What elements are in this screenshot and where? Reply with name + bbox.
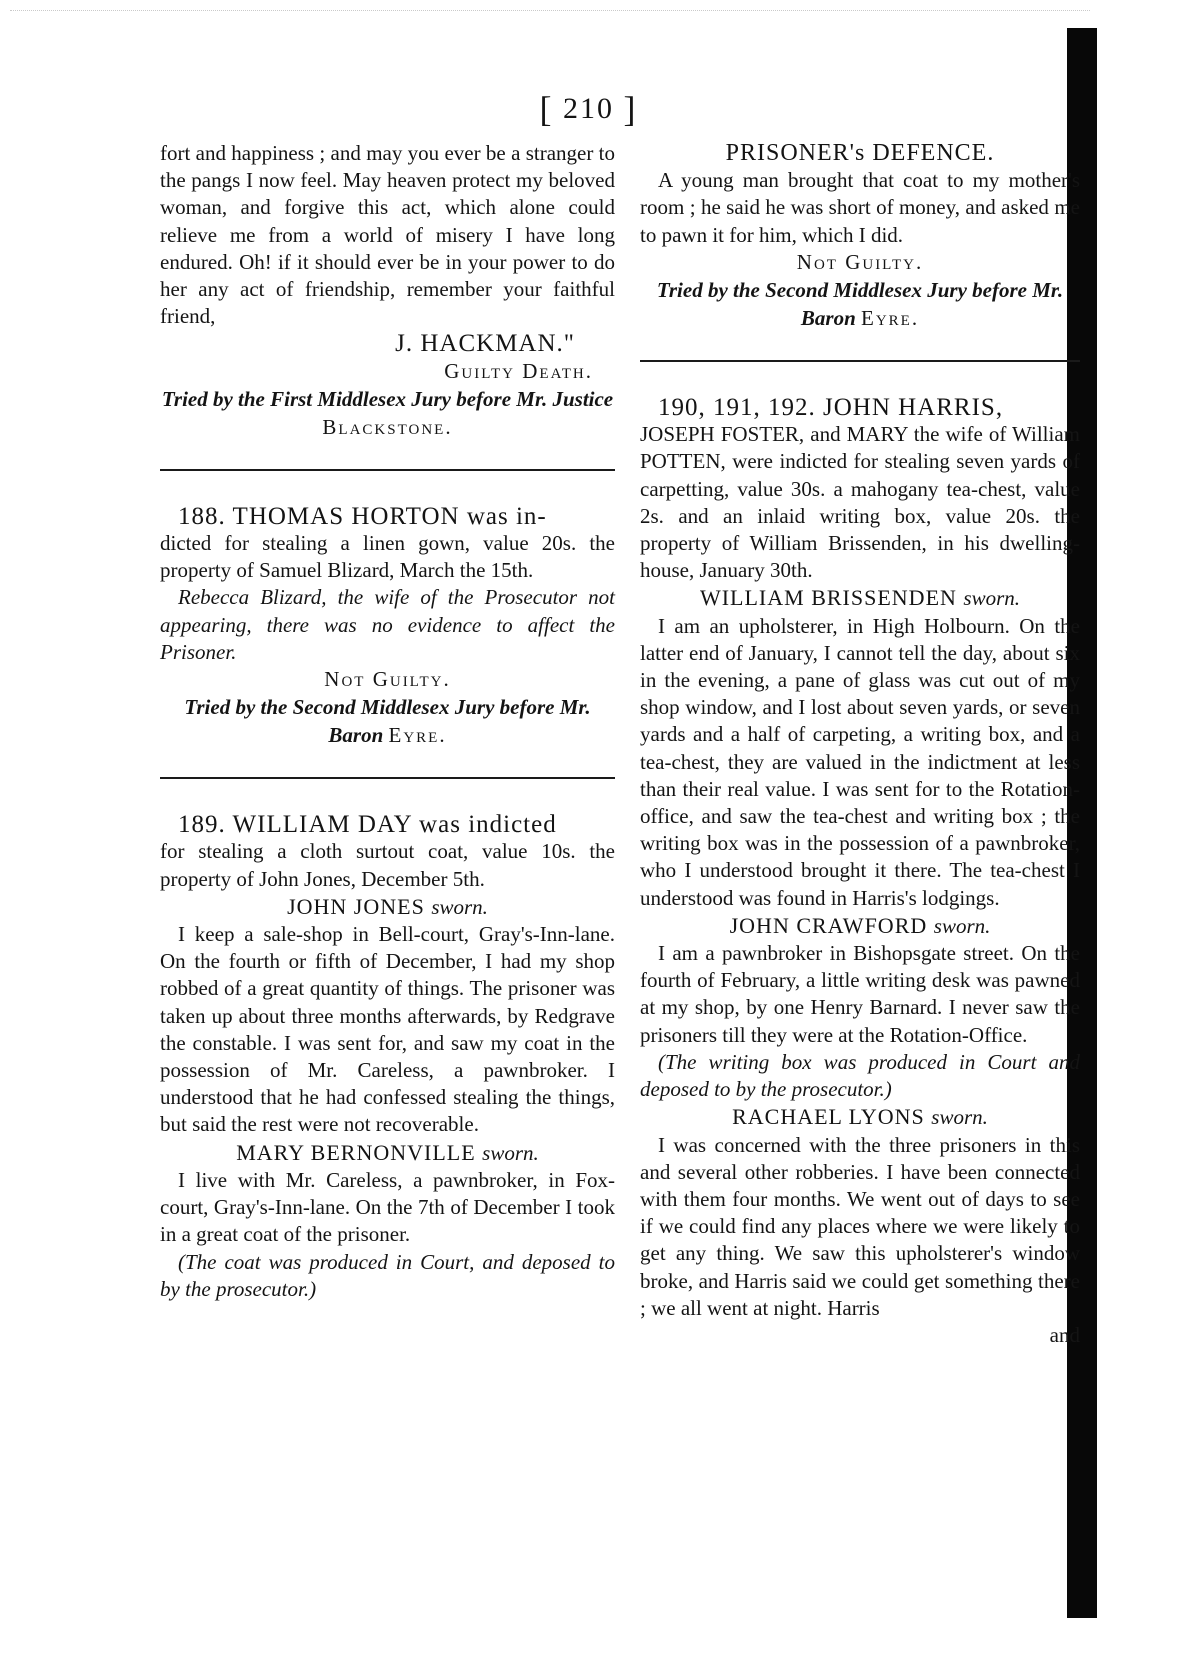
case-heading: 188. THOMAS HORTON was in-	[178, 502, 547, 530]
judge-name: Eyre.	[388, 723, 447, 748]
witness-heading: MARY BERNONVILLE sworn.	[236, 1139, 539, 1165]
witness-heading: RACHAEL LYONS sworn.	[732, 1104, 988, 1130]
case-body: for stealing a cloth surtout coat, value 10s. the property of John Jones, December 5th.	[160, 839, 615, 891]
witness-testimony: I am an upholsterer, in High Holbourn. On the latter end of January, I cannot tell the day, about six in the evening, a pane of glass was cut out of my shop window, and I lost about seven yards, or seven yards and a half of carpeting, a writing box, and a tea-chest, they are valued in the indictment at less than their real value. I was sent for to the Rotation-office, and saw the tea-chest and writing box ; the writing box was in the possession of a pawnbroker, who I understood brought it there. The tea-chest I understood was found in Harris's lodgings.	[640, 613, 1080, 910]
witness-testimony: I am a pawnbroker in Bishopsgate street. On the fourth of February, a little writing desk was pawned at my shop, by one Henry Barnard. I never saw the prisoners till they were at the Rotation-Office.	[640, 941, 1080, 1047]
defence-text: A young man brought that coat to my mother's room ; he said he was short of money, and asked me to pawn it for him, which I did.	[640, 168, 1080, 247]
judge-name: Eyre.	[861, 306, 920, 331]
case-190-192	[640, 394, 1080, 1349]
left-column	[160, 140, 615, 1303]
defence-title: PRISONER's DEFENCE.	[725, 140, 995, 166]
page-number: 210	[563, 92, 614, 125]
page-header	[0, 88, 1177, 130]
right-bracket: ]	[623, 89, 638, 129]
witness-testimony: I keep a sale-shop in Bell-court, Gray's-Inn-lane. On the fourth or fifth of December, I had my shop robbed of a great quantity of things. The prisoner was taken up about three months afterwards, by Redgrave the constable. I was sent for, and saw my coat in the possession of Mr. Careless, a pawnbroker. I understood that he had confessed stealing the things, but said the rest were not recoverable.	[160, 922, 615, 1137]
letter-signature: J. HACKMAN."	[395, 330, 575, 358]
witness-heading: JOHN CRAWFORD sworn.	[729, 912, 991, 938]
witness-heading: WILLIAM BRISSENDEN sworn.	[699, 585, 1021, 611]
section-rule	[160, 777, 615, 779]
witness-testimony: I live with Mr. Careless, a pawnbroker, in Fox-court, Gray's-Inn-lane. On the 7th of December I took in a great coat of the prisoner.	[160, 1167, 615, 1247]
judge-name: Blackstone.	[322, 414, 453, 439]
case-heading: 190, 191, 192. JOHN HARRIS,	[658, 394, 1004, 422]
letter-continuation: fort and happiness ; and may you ever be a stranger to the pangs I now feel. May heaven protect my beloved woman, and forgive this act, which alone could relieve me from a world of misery I have long endured. Oh! if it should ever be in your power to do her any act of friendship, remember your faithful friend,	[160, 141, 615, 329]
catchword: and	[1049, 1322, 1080, 1347]
verdict-guilty-death: Guilty Death.	[444, 358, 593, 383]
jury-note-3: Tried by the Second Middlesex Jury before Mr. Baron Eyre.	[656, 278, 1064, 331]
case-189	[160, 811, 615, 1303]
jury-note-1: Tried by the First Middlesex Jury before Mr. Justice Blackstone.	[161, 386, 614, 439]
verdict-not-guilty: Not Guilty.	[324, 667, 451, 692]
case-note: (The coat was produced in Court, and deposed to by the prosecutor.)	[160, 1249, 615, 1301]
case-note: (The writing box was produced in Court and deposed to by the prosecutor.)	[640, 1049, 1080, 1102]
jury-note-2: Tried by the Second Middlesex Jury before Mr. Baron Eyre.	[184, 695, 591, 748]
case-note: Rebecca Blizard, the wife of the Prosecutor not appearing, there was no evidence to affect the Prisoner.	[160, 585, 615, 664]
case-heading: 189. WILLIAM DAY was indicted	[178, 811, 557, 839]
right-column	[640, 140, 1080, 1349]
case-body: JOSEPH FOSTER, and MARY the wife of William POTTEN, were indicted for stealing seven yards of carpetting, value 30s. a mahogany tea-chest, value 2s. and an inlaid writing box, value 20s. the property of William Brissenden, in his dwelling-house, January 30th.	[640, 422, 1080, 583]
left-bracket: [	[539, 89, 554, 129]
case-188	[160, 503, 615, 693]
case-body: dicted for stealing a linen gown, value 20s. the property of Samuel Blizard, March the 15th.	[160, 531, 615, 583]
verdict-not-guilty: Not Guilty.	[796, 249, 924, 274]
top-edge-speckle	[10, 10, 1090, 21]
witness-heading: JOHN JONES sworn.	[287, 893, 488, 919]
section-rule	[160, 469, 615, 471]
section-rule	[640, 360, 1080, 362]
witness-testimony: I was concerned with the three prisoners in this and several other robberies. I have been connected with them four months. We went out of days to see if we could find any places where we were likely to get any thing. We saw this upholsterer's window broke, and Harris said we could get something there ; we all went at night. Harris	[640, 1132, 1080, 1320]
